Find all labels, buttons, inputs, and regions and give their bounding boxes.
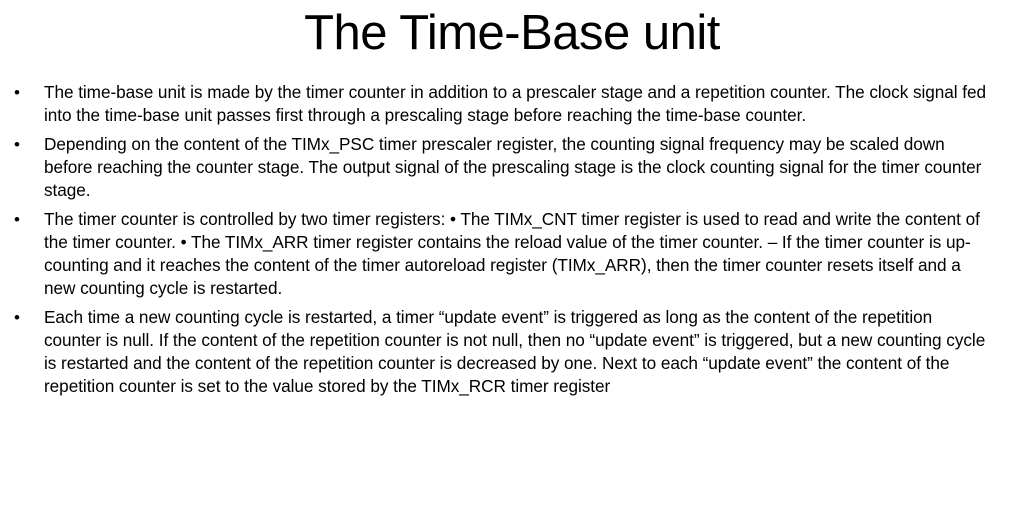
bullet-text: Each time a new counting cycle is restarted, a timer “update event” is triggered as long as the content of the repetition counter is null. If the content of the repetition counter is not null, then no “update event” is triggered, but a new counting cycle is restarted and the content of the repetition counter is decreased by one. Next to each “update event” the content of the repetition counter is set to the value stored by the TIMx_RCR timer register [44, 307, 986, 397]
list-item [0, 81, 1024, 127]
list-item [0, 306, 1024, 398]
bullet-marker-icon: • [14, 135, 20, 155]
list-item [0, 133, 1024, 202]
list-item [0, 208, 1024, 300]
bullet-list [0, 81, 1024, 398]
bullet-text: The time-base unit is made by the timer counter in addition to a prescaler stage and a repetition counter. The clock signal fed into the time-base unit passes first through a prescaling stage before reaching the time-base counter. [44, 82, 987, 126]
bullet-text: The timer counter is controlled by two timer registers: • The TIMx_CNT timer register is used to read and write the content of the timer counter. • The TIMx_ARR timer register contains the reload value of the timer counter. – If the timer counter is up-counting and it reaches the content of the timer autoreload register (TIMx_ARR), then the timer counter resets itself and a new counting cycle is restarted. [44, 209, 980, 299]
slide [0, 8, 1024, 509]
bullet-marker-icon: • [14, 83, 20, 103]
bullet-marker-icon: • [14, 210, 20, 230]
page-title: The Time-Base unit [304, 6, 720, 60]
bullet-marker-icon: • [14, 308, 20, 328]
bullet-text: Depending on the content of the TIMx_PSC timer prescaler register, the counting signal frequency may be scaled down before reaching the counter stage. The output signal of the prescaling stage is the clock counting signal for the timer counter stage. [44, 134, 982, 201]
